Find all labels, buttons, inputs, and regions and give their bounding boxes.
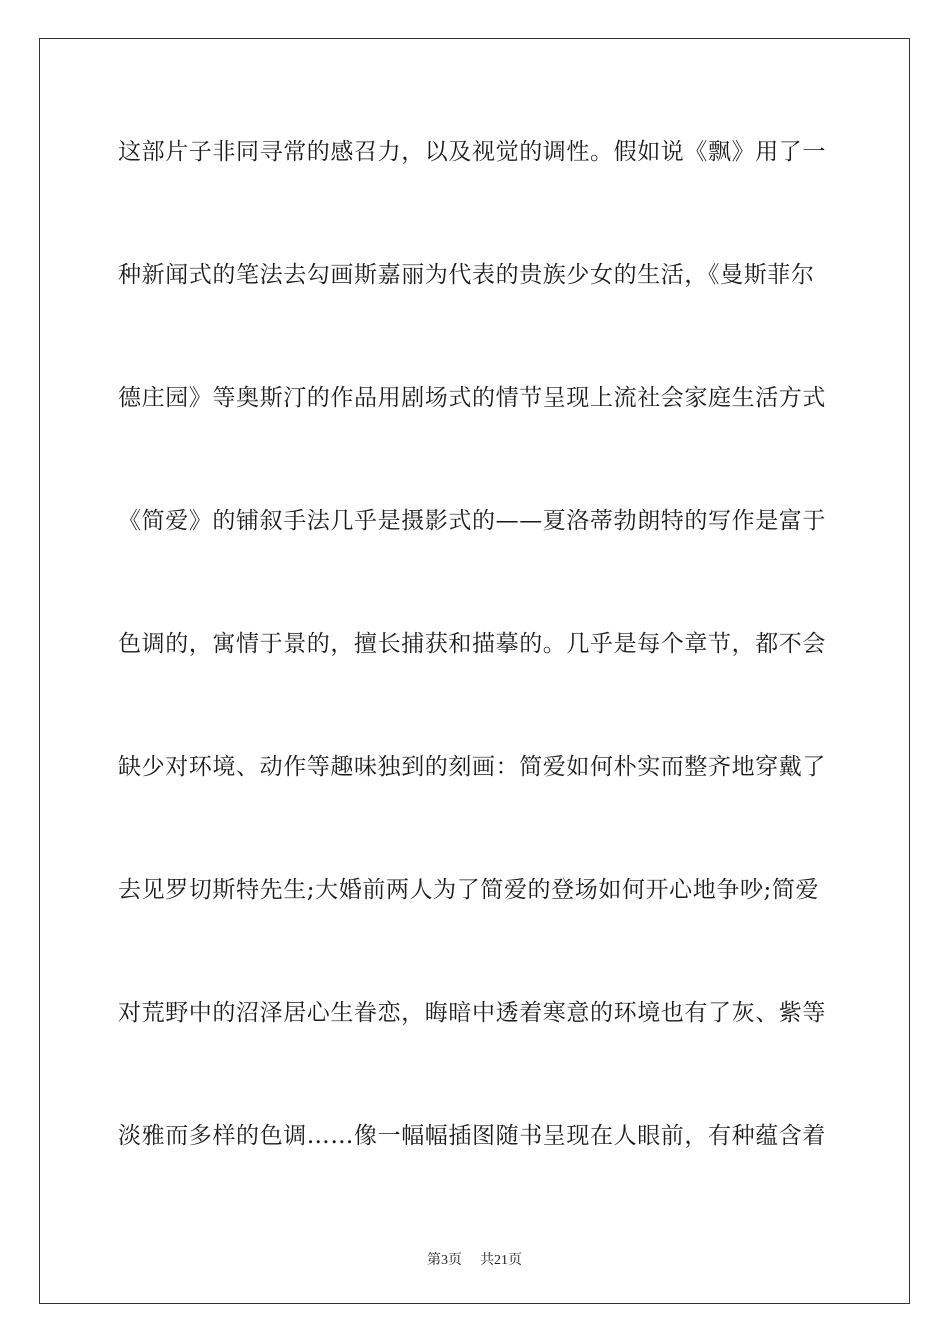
text-line: 淡雅而多样的色调……像一幅幅插图随书呈现在人眼前，有种蕴含着 [118,1123,826,1149]
page-number: 第3页 [427,1253,462,1268]
text-line: 这部片子非同寻常的感召力，以及视觉的调性。假如说《飘》用了一 [118,139,826,165]
text-line: 《简爱》的铺叙手法几乎是摄影式的——夏洛蒂勃朗特的写作是富于 [118,508,826,534]
text-line: 缺少对环境、动作等趣味独到的刻画：简爱如何朴实而整齐地穿戴了 [118,754,826,780]
total-pages: 共21页 [480,1253,522,1268]
text-line: 去见罗切斯特先生;大婚前两人为了简爱的登场如何开心地争吵;简爱 [118,877,820,903]
text-line: 种新闻式的笔法去勾画斯嘉丽为代表的贵族少女的生活，《曼斯菲尔 [118,262,815,288]
text-line: 德庄园》等奥斯汀的作品用剧场式的情节呈现上流社会家庭生活方式 [118,385,826,411]
page-footer [40,1249,909,1269]
document-page [39,38,910,1304]
text-line: 色调的，寓情于景的，擅长捕获和描摹的。几乎是每个章节，都不会 [118,631,826,657]
text-line: 对荒野中的沼泽居心生眷恋，晦暗中透着寒意的环境也有了灰、紫等 [118,1000,826,1026]
